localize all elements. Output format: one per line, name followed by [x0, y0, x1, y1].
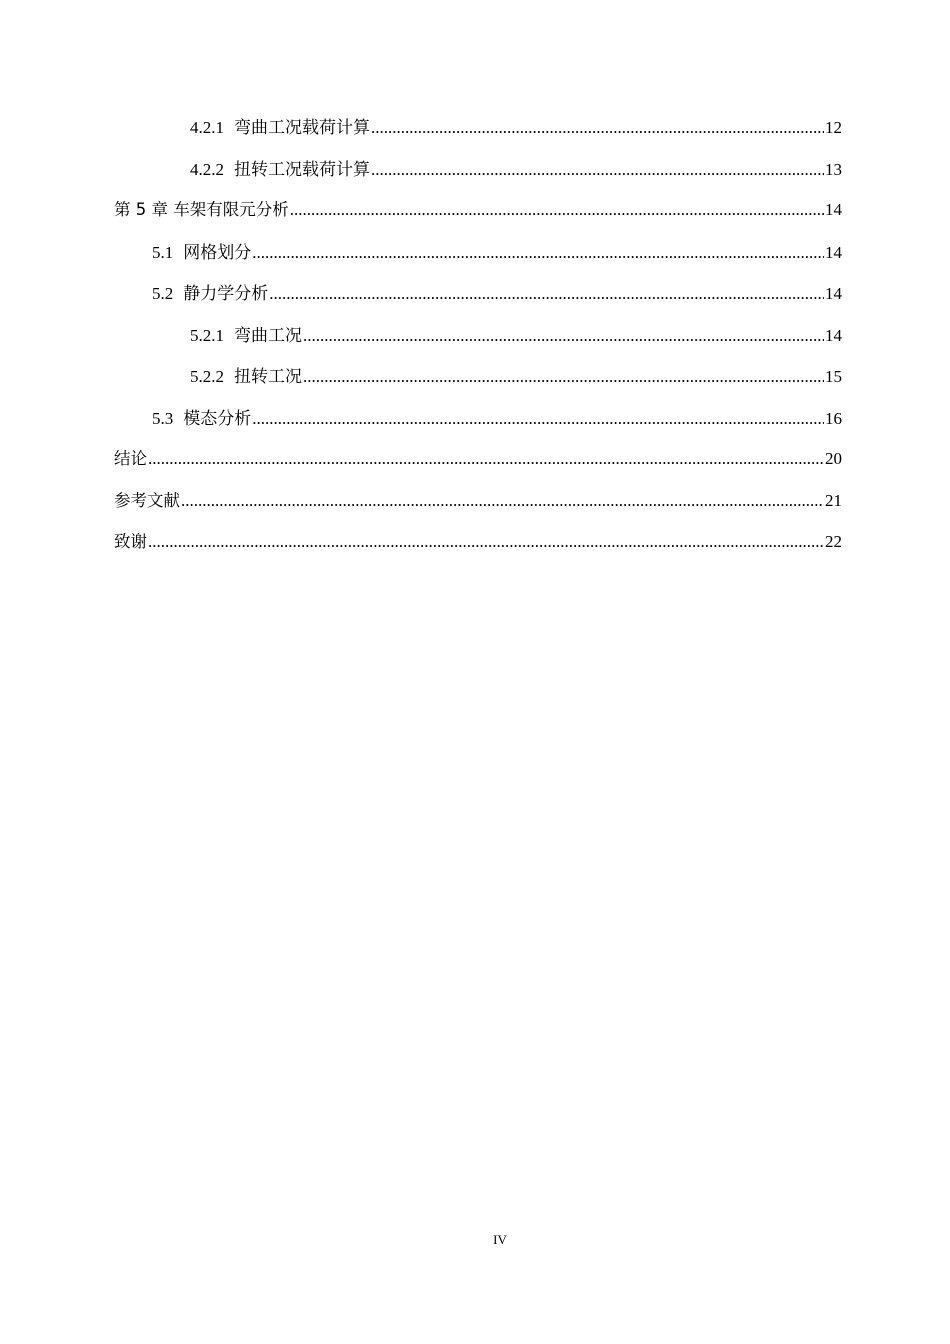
- toc-page-number: 14: [825, 325, 842, 345]
- toc-chapter-title: 结论: [114, 449, 147, 468]
- toc-page-number: 12: [825, 118, 842, 137]
- table-of-contents: [114, 113, 842, 570]
- toc-section-number: 5.1: [152, 242, 174, 262]
- toc-dot-leader: [148, 449, 824, 469]
- toc-chapter-title: 参考文献: [114, 490, 180, 510]
- toc-section-number: 4.2.2: [190, 159, 224, 179]
- toc-entry-references[interactable]: [114, 487, 842, 529]
- toc-entry-5-1[interactable]: [114, 238, 842, 280]
- toc-section-number: 4.2.1: [190, 118, 224, 137]
- toc-chapter-title: 致谢: [114, 532, 147, 551]
- toc-dot-leader: [252, 243, 824, 263]
- toc-entry-4-2-1[interactable]: [114, 113, 842, 155]
- toc-page-number: 22: [825, 532, 842, 551]
- toc-dot-leader: [148, 532, 824, 552]
- toc-dot-leader: [181, 491, 824, 511]
- toc-dot-leader: [303, 326, 824, 346]
- toc-entry-5-3[interactable]: [114, 404, 842, 446]
- toc-section-title: 弯曲工况载荷计算: [234, 118, 370, 137]
- toc-dot-leader: [303, 367, 824, 387]
- toc-page-number: 13: [825, 159, 842, 179]
- toc-page-number: 16: [825, 408, 842, 428]
- toc-section-title: 模态分析: [183, 408, 252, 428]
- toc-entry-5-2-2[interactable]: [114, 362, 842, 404]
- toc-section-number: 5.2: [152, 284, 174, 303]
- toc-dot-leader: [371, 118, 824, 138]
- toc-page-number: 14: [825, 242, 842, 262]
- toc-page-number: 21: [825, 490, 842, 510]
- toc-entry-4-2-2[interactable]: [114, 155, 842, 197]
- toc-section-title: 扭转工况: [234, 367, 302, 386]
- toc-chapter-title: 第 5 章 车架有限元分析: [114, 200, 289, 219]
- toc-entry-acknowledgements[interactable]: [114, 528, 842, 570]
- toc-section-number: 5.3: [152, 408, 174, 428]
- toc-section-title: 扭转工况载荷计算: [234, 159, 370, 179]
- toc-section-title: 静力学分析: [183, 284, 269, 303]
- toc-dot-leader: [371, 160, 824, 180]
- page-footer-number: IV: [493, 1232, 507, 1247]
- toc-entry-chapter-5[interactable]: [114, 196, 842, 238]
- toc-section-number: 5.2.2: [190, 367, 224, 386]
- toc-page-number: 15: [825, 367, 842, 386]
- toc-section-number: 5.2.1: [190, 325, 224, 345]
- toc-dot-leader: [290, 200, 824, 220]
- toc-entry-5-2-1[interactable]: [114, 321, 842, 363]
- toc-page-number: 20: [825, 449, 842, 468]
- toc-dot-leader: [252, 409, 824, 429]
- toc-entry-conclusion[interactable]: [114, 445, 842, 487]
- toc-page-number: 14: [825, 200, 842, 219]
- toc-section-title: 弯曲工况: [234, 325, 302, 345]
- toc-dot-leader: [269, 284, 824, 304]
- toc-entry-5-2[interactable]: [114, 279, 842, 321]
- toc-page-number: 14: [825, 284, 842, 303]
- toc-section-title: 网格划分: [183, 242, 252, 262]
